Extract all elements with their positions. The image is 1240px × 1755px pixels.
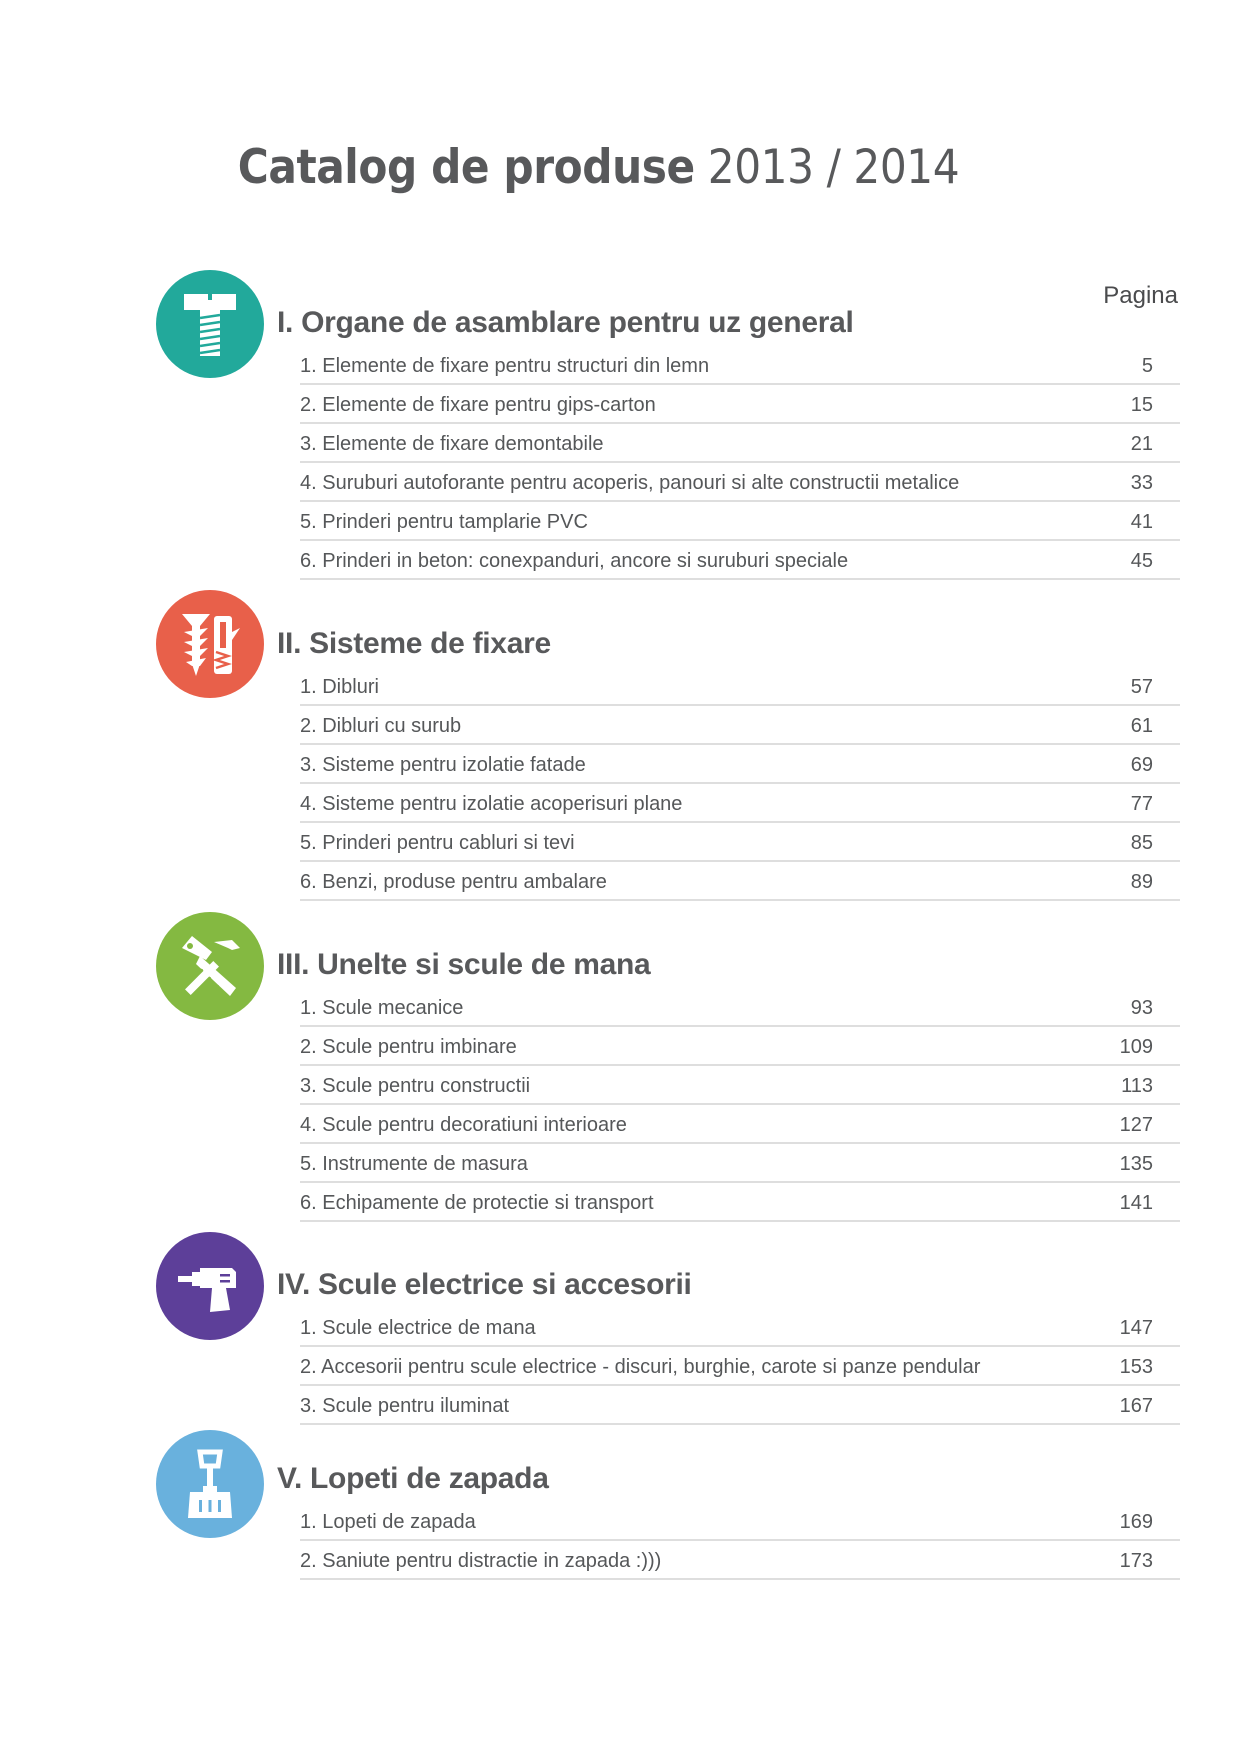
toc-row[interactable] xyxy=(300,862,1180,901)
toc-page: 69 xyxy=(1130,754,1153,776)
toc-label: 2. Accesorii pentru scule electrice - discuri, burghie, carote si panze pendular xyxy=(300,1356,981,1378)
toc-row[interactable] xyxy=(300,463,1180,502)
toc-label: 1. Lopeti de zapada xyxy=(300,1511,476,1533)
toc-row[interactable] xyxy=(300,1105,1180,1144)
toc-page: 33 xyxy=(1130,472,1153,494)
toc-page: 15 xyxy=(1130,394,1153,416)
toc-row[interactable] xyxy=(300,1386,1180,1425)
toc-page: 93 xyxy=(1130,997,1153,1019)
toc-label: 1. Scule mecanice xyxy=(300,997,464,1019)
toc-page: 89 xyxy=(1130,871,1153,893)
section-icon-circle xyxy=(156,912,264,1020)
toc-row[interactable] xyxy=(300,823,1180,862)
toc-row[interactable] xyxy=(300,502,1180,541)
toc-row[interactable] xyxy=(300,706,1180,745)
toc-page: 45 xyxy=(1130,550,1153,572)
section-heading: IV. Scule electrice si accesorii xyxy=(277,1268,692,1301)
snow-shovel-icon xyxy=(170,1444,250,1524)
toc-page: 167 xyxy=(1119,1395,1153,1417)
toc-label: 3. Scule pentru constructii xyxy=(300,1075,531,1097)
toc-page: 5 xyxy=(1141,355,1153,377)
power-drill-icon xyxy=(170,1246,250,1326)
toc-label: 4. Sisteme pentru izolatie acoperisuri plane xyxy=(300,793,683,815)
toc-label: 2. Dibluri cu surub xyxy=(300,715,462,737)
section-icon-circle xyxy=(156,270,264,378)
toc-row[interactable] xyxy=(300,1027,1180,1066)
toc-page: 61 xyxy=(1130,715,1153,737)
toc-label: 2. Saniute pentru distractie in zapada :))) xyxy=(300,1550,662,1572)
toc-page: 21 xyxy=(1130,433,1153,455)
toc-label: 4. Scule pentru decoratiuni interioare xyxy=(300,1114,627,1136)
toc-page: 113 xyxy=(1121,1075,1153,1097)
section-icon-circle xyxy=(156,590,264,698)
toc-row[interactable] xyxy=(300,1502,1180,1541)
toc-label: 6. Benzi, produse pentru ambalare xyxy=(300,871,607,893)
toc-row[interactable] xyxy=(300,667,1180,706)
toc-page: 135 xyxy=(1119,1153,1153,1175)
toc-row[interactable] xyxy=(300,1308,1180,1347)
toc-row[interactable] xyxy=(300,1144,1180,1183)
toc-row[interactable] xyxy=(300,988,1180,1027)
toc-row[interactable] xyxy=(300,541,1180,580)
toc-label: 6. Echipamente de protectie si transport xyxy=(300,1192,654,1214)
toc-page: 77 xyxy=(1130,793,1153,815)
screw-and-dowel-icon xyxy=(170,604,250,684)
toc-page: 169 xyxy=(1119,1511,1153,1533)
screw-bolt-icon xyxy=(170,284,250,364)
toc-page: 173 xyxy=(1119,1550,1153,1572)
section-heading: II. Sisteme de fixare xyxy=(277,627,551,660)
toc-label: 5. Instrumente de masura xyxy=(300,1153,528,1175)
page-column-header: Pagina xyxy=(1103,282,1178,309)
toc-label: 1. Elemente de fixare pentru structuri din lemn xyxy=(300,355,710,377)
section-heading: I. Organe de asamblare pentru uz general xyxy=(277,306,854,339)
toc-row[interactable] xyxy=(300,424,1180,463)
toc-label: 1. Scule electrice de mana xyxy=(300,1317,536,1339)
toc-row[interactable] xyxy=(300,1347,1180,1386)
page-title xyxy=(0,140,1197,195)
toc-row[interactable] xyxy=(300,1541,1180,1580)
toc-page: 41 xyxy=(1130,511,1153,533)
saw-and-hammer-icon xyxy=(170,926,250,1006)
toc-label: 4. Suruburi autoforante pentru acoperis, panouri si alte constructii metalice xyxy=(300,472,960,494)
toc-row[interactable] xyxy=(300,346,1180,385)
toc-label: 5. Prinderi pentru tamplarie PVC xyxy=(300,511,588,533)
toc-row[interactable] xyxy=(300,1183,1180,1222)
toc-label: 3. Elemente de fixare demontabile xyxy=(300,433,604,455)
toc-row[interactable] xyxy=(300,385,1180,424)
toc-label: 2. Elemente de fixare pentru gips-carton xyxy=(300,394,656,416)
toc-page: 85 xyxy=(1130,832,1153,854)
toc-label: 1. Dibluri xyxy=(300,676,379,698)
toc-page: 109 xyxy=(1119,1036,1153,1058)
toc-row[interactable] xyxy=(300,745,1180,784)
section-icon-circle xyxy=(156,1430,264,1538)
toc-page: 57 xyxy=(1130,676,1153,698)
toc-page: 147 xyxy=(1119,1317,1153,1339)
toc-page: 153 xyxy=(1119,1356,1153,1378)
section-icon-circle xyxy=(156,1232,264,1340)
toc-label: 3. Sisteme pentru izolatie fatade xyxy=(300,754,586,776)
toc-label: 5. Prinderi pentru cabluri si tevi xyxy=(300,832,575,854)
toc-label: 6. Prinderi in beton: conexpanduri, ancore si suruburi speciale xyxy=(300,550,849,572)
toc-row[interactable] xyxy=(300,784,1180,823)
toc-label: 2. Scule pentru imbinare xyxy=(300,1036,517,1058)
section-heading: III. Unelte si scule de mana xyxy=(277,948,651,981)
title-main: Catalog de produse xyxy=(237,140,695,195)
toc-page: 127 xyxy=(1119,1114,1153,1136)
toc-label: 3. Scule pentru iluminat xyxy=(300,1395,510,1417)
toc-page: 141 xyxy=(1119,1192,1153,1214)
title-year: 2013 / 2014 xyxy=(707,140,960,195)
toc-row[interactable] xyxy=(300,1066,1180,1105)
section-heading: V. Lopeti de zapada xyxy=(277,1462,549,1495)
